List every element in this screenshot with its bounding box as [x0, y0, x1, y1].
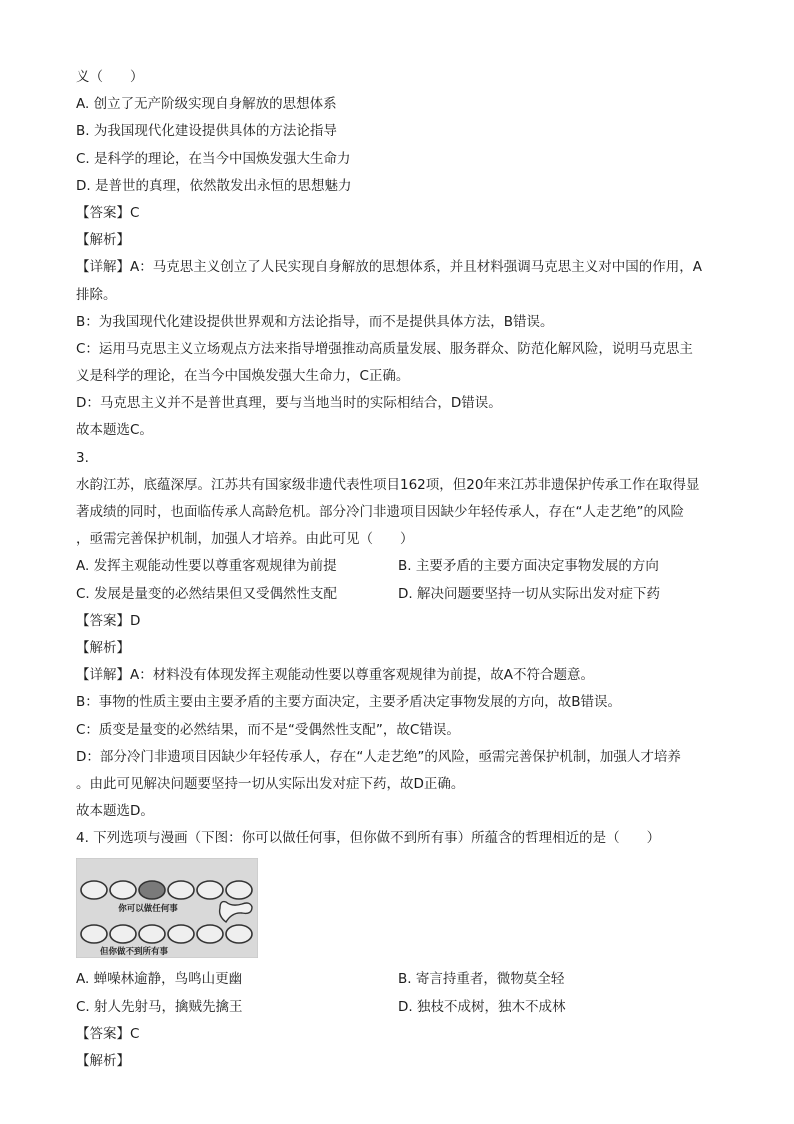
q4-option-b: B. 寄言持重者，微物莫全轻 [398, 971, 565, 988]
comic-oval [168, 925, 194, 943]
q3-detail-line: B：事物的性质主要由主要矛盾的主要方面决定，主要矛盾决定事物发展的方向，故B错误。 [76, 694, 622, 711]
q4-analysis-label: 【解析】 [76, 1053, 130, 1069]
q4-options-row [76, 994, 726, 1021]
comic-oval [197, 925, 223, 943]
q3-analysis-label: 【解析】 [76, 639, 130, 656]
comic-oval [168, 881, 194, 899]
q3-detail-line: C：质变是量变的必然结果，而不是“受偶然性支配”，故C错误。 [76, 721, 460, 738]
comic-caption-bottom: 但你做不到所有事 [99, 947, 169, 958]
q3-detail-line: D：部分冷门非遗项目因缺少年轻传承人，存在“人走艺绝”的风险，亟需完善保护机制，加强人才培养 [76, 748, 681, 765]
q3-option-b: B. 主要矛盾的主要方面决定事物发展的方向 [398, 558, 659, 575]
q3-number: 3. [76, 449, 89, 466]
comic-oval [110, 925, 136, 943]
q3-option-d: D. 解决问题要坚持一切从实际出发对症下药 [398, 585, 660, 602]
q3-stem-line: 水韵江苏，底蕴深厚。江苏共有国家级非遗代表性项目162项，但20年来江苏非遗保护传承工作在取得显 [76, 476, 700, 493]
q2-analysis-label: 【解析】 [76, 232, 130, 249]
q2-answer: 【答案】C [76, 204, 140, 221]
q4-answer: 【答案】C [76, 1025, 140, 1042]
q3-options-row [76, 581, 726, 608]
comic-oval [139, 881, 165, 899]
comic-image [76, 858, 258, 958]
q4-option-c: C. 射人先射马，擒贼先擒王 [76, 998, 243, 1015]
q4-options-row [76, 966, 726, 993]
q2-detail-line: 义是科学的理论，在当今中国焕发强大生命力，C正确。 [76, 368, 410, 385]
q4-stem: 4. 下列选项与漫画（下图：你可以做任何事，但你做不到所有事）所蕴含的哲理相近的是（ ） [76, 830, 661, 847]
q3-detail-line: 。由此可见解决问题要坚持一切从实际出发对症下药，故D正确。 [76, 775, 465, 792]
q3-stem-line: ，亟需完善保护机制，加强人才培养。由此可见（ ） [76, 531, 414, 548]
q4-comic-container [76, 852, 726, 966]
q4-option-a: A. 蝉噪林逾静，鸟鸣山更幽 [76, 971, 243, 988]
comic-oval [226, 881, 252, 899]
comic-oval [81, 925, 107, 943]
q2-detail-line: 排除。 [76, 286, 117, 303]
q3-option-c: C. 发展是量变的必然结果但又受偶然性支配 [76, 585, 338, 602]
comic-oval [81, 881, 107, 899]
q2-option-d: D. 是普世的真理，依然散发出永恒的思想魅力 [76, 177, 352, 194]
q3-answer: 【答案】D [76, 612, 141, 629]
comic-oval [197, 881, 223, 899]
q3-conclusion: 故本题选D。 [76, 803, 154, 820]
comic-oval [226, 925, 252, 943]
q2-detail-line: C：运用马克思主义立场观点方法来指导增强推动高质量发展、服务群众、防范化解风险，说明马克思主 [76, 340, 693, 357]
q4-option-d: D. 独枝不成树，独木不成林 [398, 998, 566, 1015]
comic-oval [110, 881, 136, 899]
q3-option-a: A. 发挥主观能动性要以尊重客观规律为前提 [76, 558, 337, 575]
q2-stem-tail: 义（ ） [76, 69, 144, 85]
comic-oval [139, 925, 165, 943]
q2-detail-line: 【详解】A：马克思主义创立了人民实现自身解放的思想体系，并且材料强调马克思主义对中国的作用，A [76, 259, 702, 276]
q2-detail-line: D：马克思主义并不是普世真理，要与当地当时的实际相结合，D错误。 [76, 395, 502, 412]
comic-caption-top: 你可以做任何事 [118, 904, 178, 915]
q2-option-a: A. 创立了无产阶级实现自身解放的思想体系 [76, 96, 337, 113]
document-content [76, 64, 726, 1075]
q3-options-row [76, 553, 726, 580]
q2-option-b: B. 为我国现代化建设提供具体的方法论指导 [76, 123, 337, 140]
q2-detail-line: B：为我国现代化建设提供世界观和方法论指导，而不是提供具体方法，B错误。 [76, 313, 554, 330]
q3-stem-line: 著成绩的同时，也面临传承人高龄危机。部分冷门非遗项目因缺少年轻传承人，存在“人走艺绝”的风险 [76, 504, 684, 520]
q3-detail-line: 【详解】A：材料没有体现发挥主观能动性要以尊重客观规律为前提，故A不符合题意。 [76, 667, 594, 684]
q2-option-c: C. 是科学的理论，在当今中国焕发强大生命力 [76, 150, 351, 167]
q2-conclusion: 故本题选C。 [76, 422, 153, 439]
